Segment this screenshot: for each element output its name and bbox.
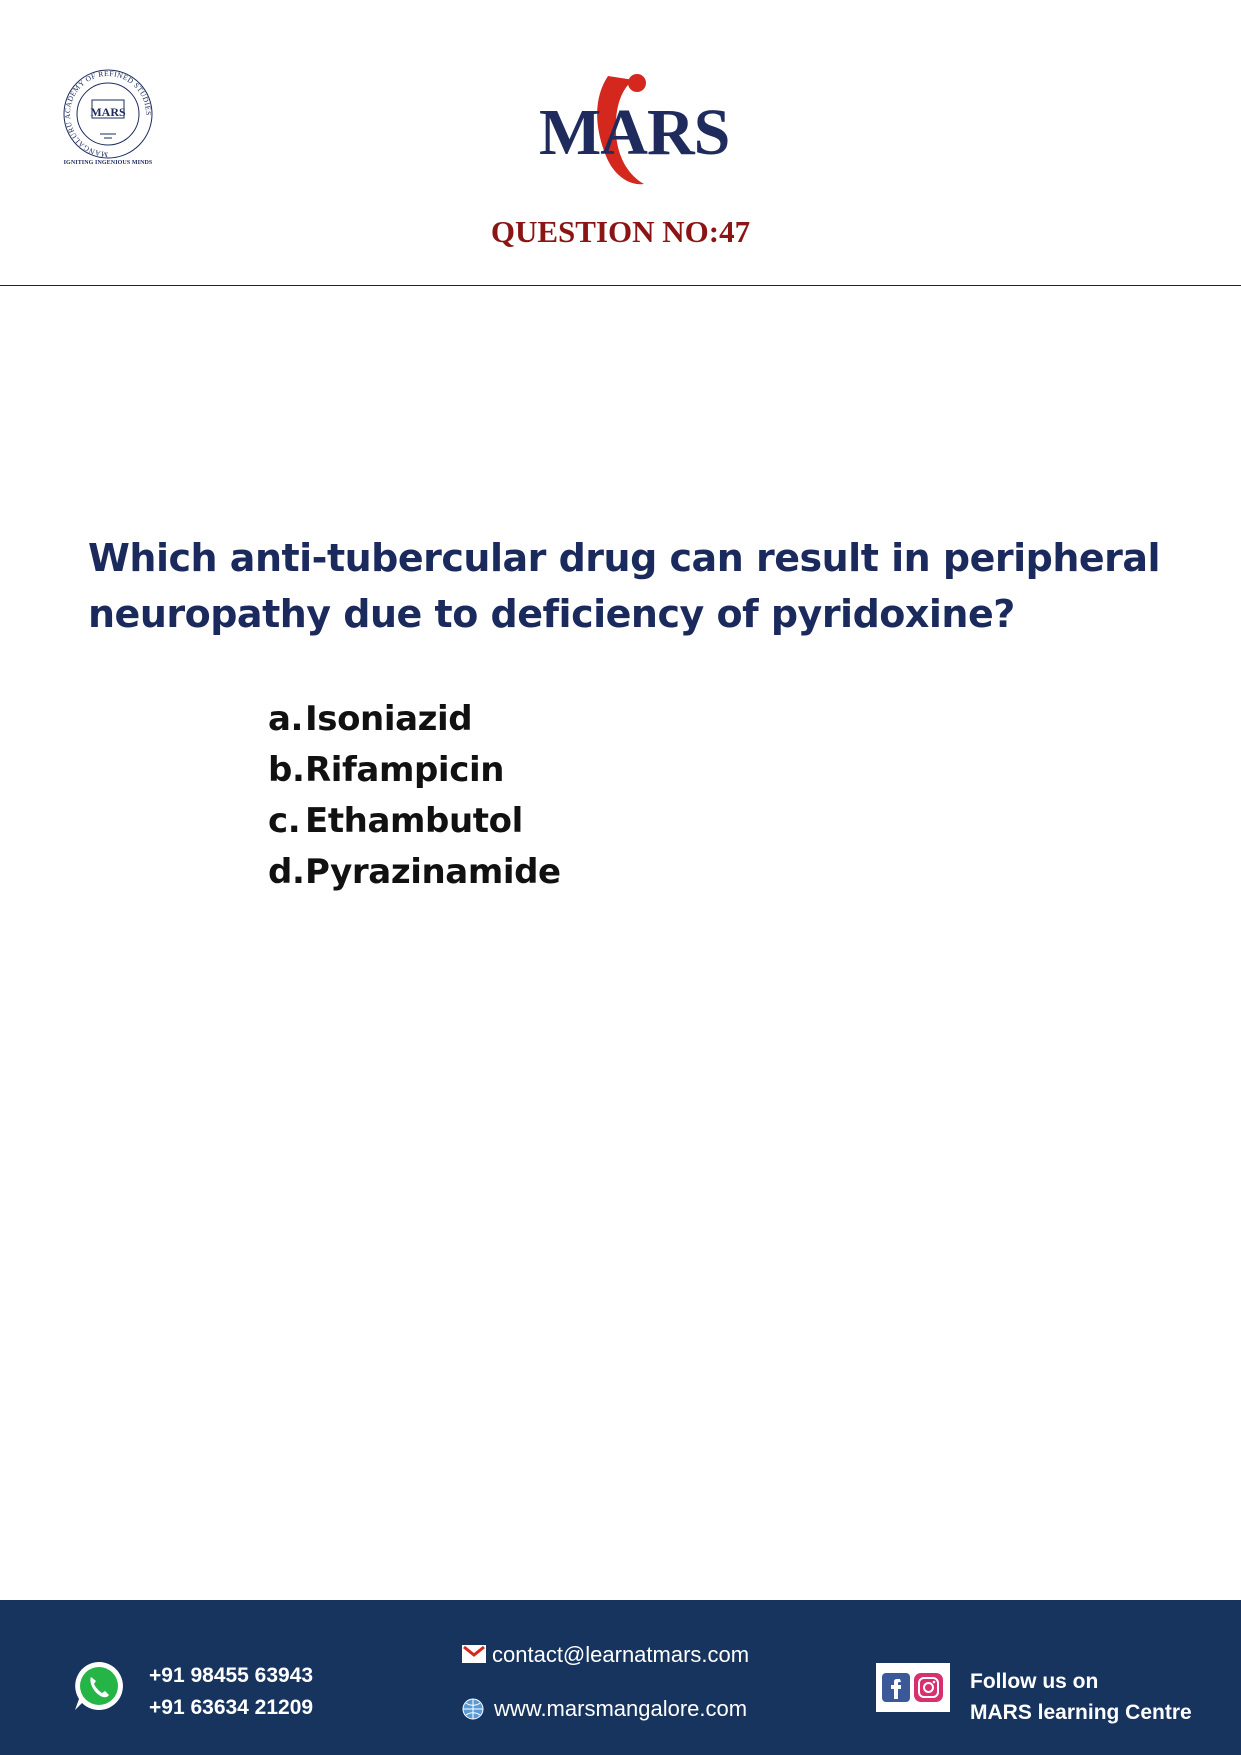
seal-tagline: IGNITING INGENIOUS MINDS [63,160,153,166]
follow-us[interactable] [970,1666,1192,1728]
email-icon [462,1645,486,1668]
phone-1[interactable]: +91 98455 63943 [149,1664,314,1687]
follow-line-1: Follow us on [970,1670,1099,1693]
option-a[interactable]: a.Isoniazid [268,699,473,739]
facebook-icon[interactable] [882,1673,910,1702]
website-link[interactable]: www.marsmangalore.com [494,1696,748,1721]
header-divider [0,285,1241,286]
svg-text:MANGALURU ACADEMY OF REFINED S: MANGALURU ACADEMY OF REFINED STUDIES [62,68,154,160]
academy-seal-icon [58,64,158,160]
option-b[interactable]: b.Rifampicin [268,750,505,790]
svg-text:MARS: MARS [539,96,730,169]
option-d[interactable]: d.Pyrazinamide [268,852,561,892]
question-text: Which anti-tubercular drug can result in peripheral neuropathy due to deficiency of pyridoxine? [88,536,1161,636]
option-c[interactable]: c. Ethambutol [268,801,523,841]
question-number: QUESTION NO:47 [490,214,751,249]
social-icons [876,1663,950,1712]
svg-text:MARS: MARS [90,105,126,119]
instagram-icon[interactable] [914,1673,943,1702]
contact-footer [0,1600,1241,1755]
phone-numbers[interactable] [149,1660,313,1724]
follow-line-2: MARS learning Centre [970,1701,1192,1724]
answer-options [268,694,561,898]
academy-seal [50,64,166,174]
mars-logo [534,66,784,196]
whatsapp-icon[interactable] [72,1659,126,1718]
email-link[interactable]: contact@learnatmars.com [492,1642,750,1667]
phone-2[interactable]: +91 63634 21209 [149,1696,314,1719]
globe-icon [461,1697,485,1726]
